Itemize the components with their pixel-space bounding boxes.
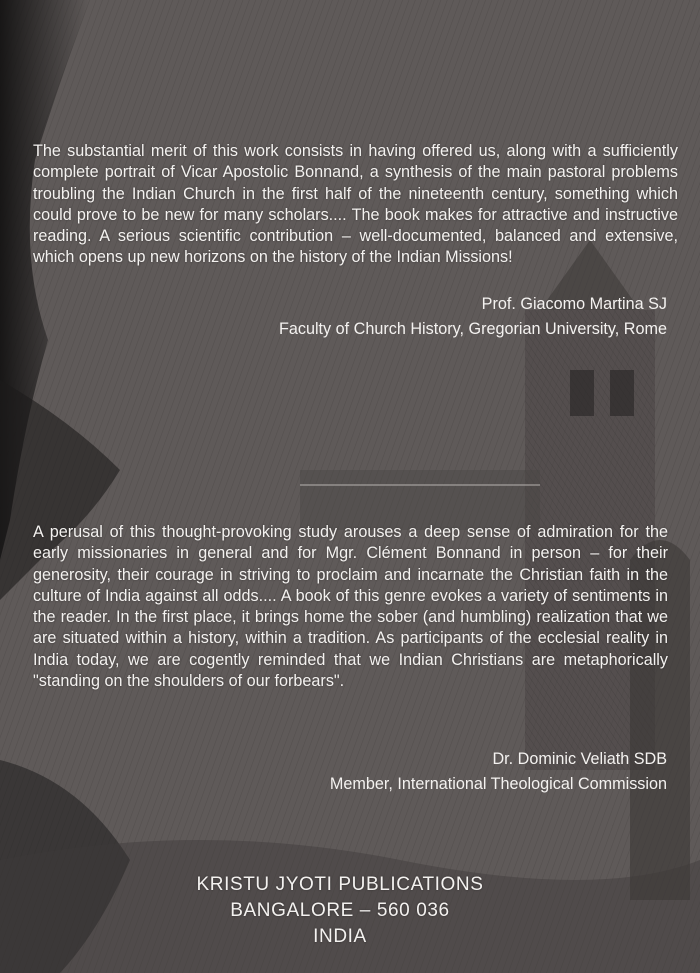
review-one-affiliation: Faculty of Church History, Gregorian University, Rome	[278, 320, 667, 338]
review-one-text: The substantial merit of this work consists in having offered us, along with a sufficiently complete portrait of Vicar Apostolic Bonnand, a synthesis of the main pastoral problems troubling the Indian Church in the first half of the nineteenth century, something which could prove to be new for many scholars.... The book makes for attractive and instructive reading. A serious scientific contribution – well-documented, balanced and extensive, which opens up new horizons on the history of the Indian Missions!	[33, 142, 678, 267]
review-two-affiliation: Member, International Theological Commission	[329, 775, 667, 793]
publisher-country: INDIA	[313, 926, 367, 947]
publisher-name: KRISTU JYOTI PUBLICATIONS	[196, 874, 484, 895]
review-one	[33, 141, 678, 269]
review-two-author: Dr. Dominic Veliath SDB	[492, 750, 667, 768]
review-one-attribution	[279, 292, 667, 342]
review-two-text: A perusal of this thought-provoking study arouses a deep sense of admiration for the early missionaries in general and for Mgr. Clément Bonnand in person – for their generosity, their courage in striving to proclaim and incarnate the Christian faith in the culture of India against all odds.... A book of this genre evokes a variety of sentiments in the reader. In the first place, it brings home the sober (and humbling) realization that we are situated within a history, within a tradition. As participants of the ecclesial reality in India today, we are cogently reminded that we Indian Christians are metaphorically "standing on the shoulders of our forbears".	[33, 523, 668, 691]
review-one-author: Prof. Giacomo Martina SJ	[481, 295, 667, 313]
publisher-block	[180, 872, 500, 950]
review-two	[33, 522, 668, 692]
publisher-city: BANGALORE – 560 036	[230, 900, 450, 921]
review-two-attribution	[330, 747, 667, 797]
